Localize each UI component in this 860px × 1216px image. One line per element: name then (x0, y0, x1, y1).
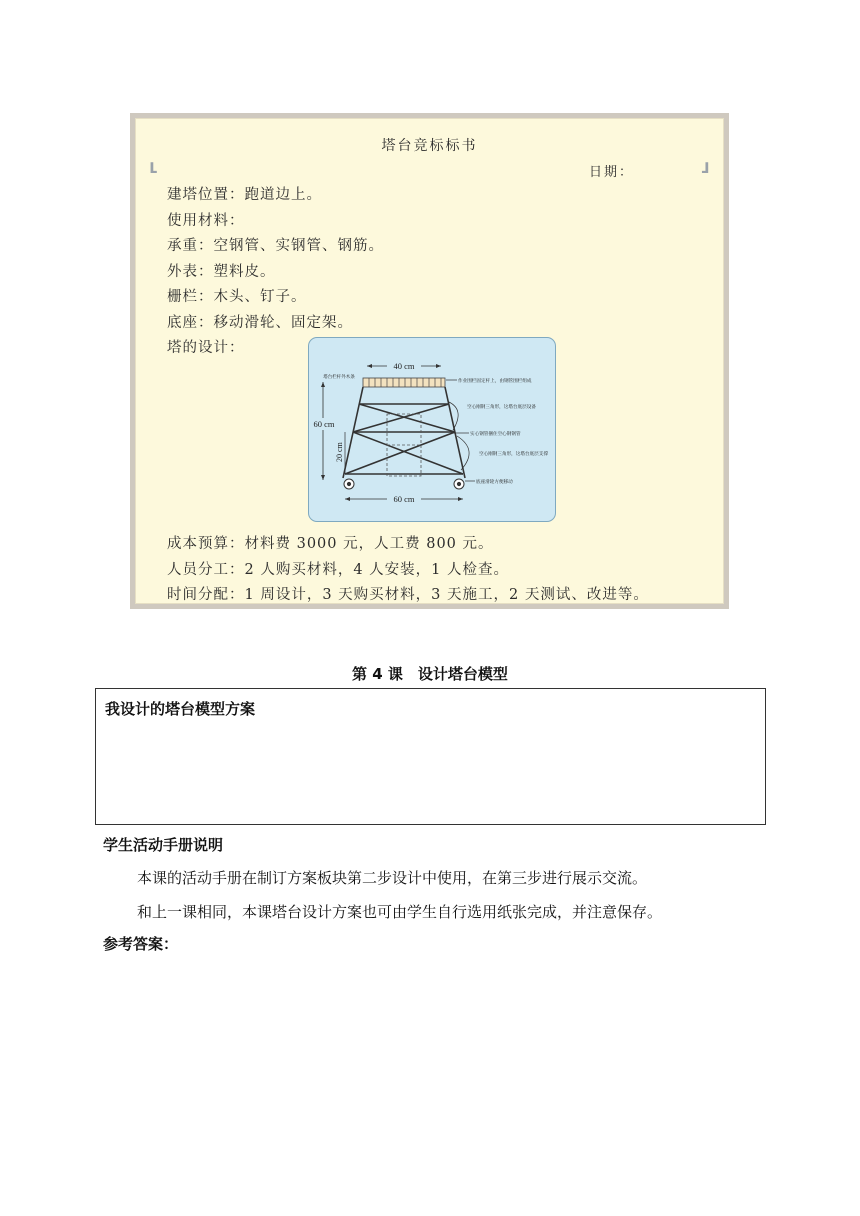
mid-height-label: 20 cm (335, 442, 344, 462)
diagram-note: 底座滑轮方便移动 (476, 480, 513, 485)
bid-line: 使用材料： (167, 212, 245, 229)
lesson-title: 第 4 课 设计塔台模型 (352, 665, 508, 683)
bottom-width-label: 60 cm (393, 494, 415, 504)
handbook-heading: 学生活动手册说明 (103, 836, 224, 854)
left-note: 塔台栏杆外木条 (323, 375, 355, 380)
bid-line: 外表：塑料皮。 (167, 263, 276, 280)
bid-line: 塔的设计： (167, 340, 245, 356)
answer-heading: 参考答案： (103, 935, 179, 953)
bid-title: 塔台竞标标书 (381, 138, 478, 154)
bid-document-image (130, 113, 729, 609)
bid-line: 底座：移动滑轮、固定架。 (167, 314, 353, 331)
diagram-note: 实心钢管捆住空心钢钢管 (470, 432, 521, 437)
bid-sheet (135, 118, 724, 604)
paper-hook-icon: ⸤ (148, 142, 160, 177)
diagram-note: 空心刚钢三角形，这塔台底层支撑 (479, 452, 548, 457)
bid-lines (167, 183, 384, 362)
handbook-paragraph: 本课的活动手册在制订方案板块第二步设计中使用，在第三步进行展示交流。 (137, 869, 648, 887)
handbook-paragraph: 和上一课相同，本课塔台设计方案也可由学生自行选用纸张完成，并注意保存。 (137, 903, 663, 921)
bid-line: 承重：空钢管、实钢管、钢筋。 (167, 238, 384, 254)
bid-line: 时间分配：1 周设计，3 天购买材料，3 天施工，2 天测试、改进等。 (167, 587, 649, 603)
bid-line: 人员分工：2 人购买材料，4 人安装，1 人检查。 (167, 561, 510, 578)
diagram-note: 作业围栏固定杆上，由钢管围栏组成 (458, 379, 532, 384)
wheel-icon (344, 479, 464, 489)
bid-lines-after (167, 532, 649, 609)
answer-box-title: 我设计的塔台模型方案 (105, 700, 256, 718)
tower-diagram-svg (309, 338, 555, 521)
diagram-note: 空心刚钢三角形，这塔台底层设备 (467, 405, 536, 410)
top-width-label: 40 cm (393, 361, 415, 371)
bid-line: 栅栏：木头、钉子。 (167, 289, 307, 305)
bid-line: 成本预算：材料费 3000 元，人工费 800 元。 (167, 536, 494, 552)
tower-design-diagram (308, 337, 556, 522)
paper-hook-icon: ⸤ (699, 142, 711, 177)
bid-line: 建塔位置：跑道边上。 (167, 187, 322, 203)
height-label: 60 cm (313, 419, 335, 429)
tower-frame (343, 387, 465, 478)
design-answer-box[interactable] (95, 688, 766, 825)
bid-date-label: 日期： (589, 165, 635, 180)
